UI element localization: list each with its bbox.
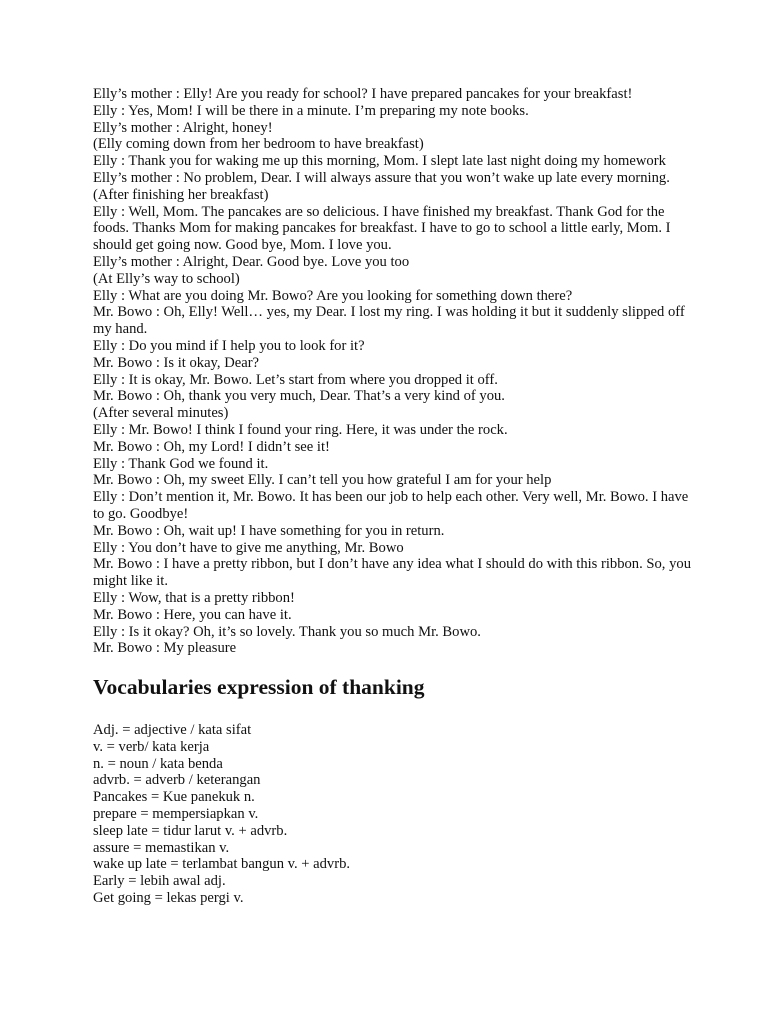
vocabulary-item: prepare = mempersiapkan v. xyxy=(93,806,259,823)
dialogue-line: Elly : Well, Mom. The pancakes are so delicious. I have finished my breakfast. Thank God for the foods. Thanks Mom for making pancakes for breakfast. I have to go to school a little early, Mom. I should get going now. Good bye, Mom. I love you. xyxy=(93,203,671,254)
vocabulary-item: Adj. = adjective / kata sifat xyxy=(93,722,252,739)
dialogue-line: Elly : Wow, that is a pretty ribbon! xyxy=(93,589,295,606)
dialogue-line: Mr. Bowo : Oh, Elly! Well… yes, my Dear. I lost my ring. I was holding it but it suddenly slipped off my hand. xyxy=(93,304,685,338)
section-heading: Vocabularies expression of thanking xyxy=(93,675,425,700)
dialogue-line: Mr. Bowo : Is it okay, Dear? xyxy=(93,354,260,371)
dialogue-line: Mr. Bowo : Oh, thank you very much, Dear. That’s a very kind of you. xyxy=(93,388,505,405)
dialogue-line: Elly’s mother : Alright, Dear. Good bye. Love you too xyxy=(93,253,410,270)
vocabulary-item: Pancakes = Kue panekuk n. xyxy=(93,789,255,806)
dialogue-line: Mr. Bowo : Oh, wait up! I have something for you in return. xyxy=(93,522,445,539)
dialogue-line: Elly : Thank you for waking me up this morning, Mom. I slept late last night doing my homework xyxy=(93,153,666,170)
dialogue-line: Elly : You don’t have to give me anything, Mr. Bowo xyxy=(93,539,404,556)
dialogue-line: (After several minutes) xyxy=(93,405,229,422)
dialogue-line: Elly’s mother : No problem, Dear. I will always assure that you won’t wake up late every morning. xyxy=(93,169,670,186)
vocabulary-item: v. = verb/ kata kerja xyxy=(93,738,210,755)
vocabulary-item: wake up late = terlambat bangun v. + advrb. xyxy=(93,856,351,873)
dialogue-line: Elly : Is it okay? Oh, it’s so lovely. Thank you so much Mr. Bowo. xyxy=(93,623,481,640)
vocabulary-item: sleep late = tidur larut v. + advrb. xyxy=(93,822,288,839)
vocabulary-list xyxy=(93,722,693,907)
dialogue-line: Elly : Thank God we found it. xyxy=(93,455,269,472)
dialogue-line: Mr. Bowo : My pleasure xyxy=(93,640,237,657)
dialogue-line: Mr. Bowo : Oh, my Lord! I didn’t see it! xyxy=(93,438,330,455)
dialogue-line: (After finishing her breakfast) xyxy=(93,186,269,203)
dialogue-line: Elly : Mr. Bowo! I think I found your ring. Here, it was under the rock. xyxy=(93,421,508,438)
vocabulary-item: assure = memastikan v. xyxy=(93,839,230,856)
dialogue-line: Mr. Bowo : I have a pretty ribbon, but I don’t have any idea what I should do with this ribbon. So, you might like it. xyxy=(93,556,691,590)
dialogue-line: Elly : It is okay, Mr. Bowo. Let’s start from where you dropped it off. xyxy=(93,371,498,388)
dialogue-line: Elly’s mother : Elly! Are you ready for school? I have prepared pancakes for your breakfast! xyxy=(93,86,633,102)
dialogue-line: Elly : Do you mind if I help you to look for it? xyxy=(93,337,365,354)
dialogue-line: (Elly coming down from her bedroom to have breakfast) xyxy=(93,136,424,153)
dialogue-line: Elly’s mother : Alright, honey! xyxy=(93,119,273,136)
dialogue-line: Elly : What are you doing Mr. Bowo? Are you looking for something down there? xyxy=(93,287,573,304)
document-page xyxy=(93,86,693,907)
dialogue-line: Elly : Don’t mention it, Mr. Bowo. It has been our job to help each other. Very well, Mr. Bowo. I have to go. Goodbye! xyxy=(93,489,689,522)
vocabulary-item: advrb. = adverb / keterangan xyxy=(93,772,261,789)
dialogue-section xyxy=(93,86,693,657)
vocabulary-item: Get going = lekas pergi v. xyxy=(93,890,244,907)
vocabulary-item: Early = lebih awal adj. xyxy=(93,873,226,890)
dialogue-line: Mr. Bowo : Oh, my sweet Elly. I can’t tell you how grateful I am for your help xyxy=(93,472,552,489)
dialogue-line: Elly : Yes, Mom! I will be there in a minute. I’m preparing my note books. xyxy=(93,102,529,119)
dialogue-line: Mr. Bowo : Here, you can have it. xyxy=(93,606,292,623)
dialogue-line: (At Elly’s way to school) xyxy=(93,270,240,287)
vocabulary-item: n. = noun / kata benda xyxy=(93,755,223,772)
